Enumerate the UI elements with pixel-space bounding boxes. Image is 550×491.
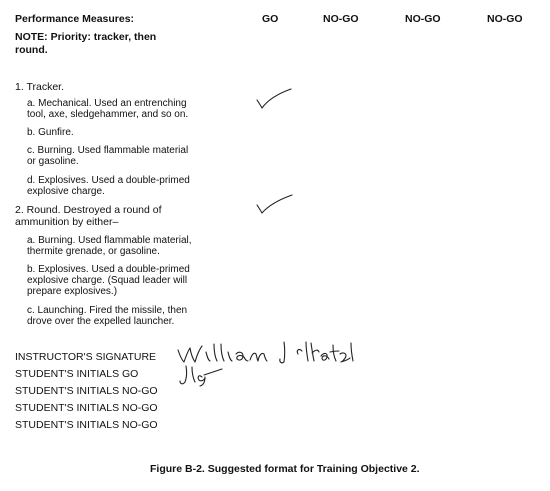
round-go-checkmark-icon (255, 193, 295, 215)
column-nogo-heading-1: NO-GO (323, 13, 359, 25)
tracker-go-checkmark-icon (255, 88, 295, 110)
tracker-d-line-2: explosive charge. (27, 186, 105, 197)
column-go-heading: GO (262, 13, 279, 25)
note-line-1: NOTE: Priority: tracker, then (15, 31, 157, 43)
tracker-c-line-2: or gasoline. (27, 156, 79, 167)
student-handwritten-initials (178, 363, 224, 387)
student-initials-nogo-label-1: STUDENT'S INITIALS NO-GO (15, 385, 158, 397)
note-line-2: round. (15, 44, 48, 56)
round-title-line-1: 2. Round. Destroyed a round of (15, 204, 162, 216)
performance-measures-heading: Performance Measures: (15, 13, 135, 25)
tracker-title: 1. Tracker. (15, 81, 65, 93)
tracker-a-line-1: a. Mechanical. Used an entrenching (27, 98, 187, 109)
round-b-line-2: explosive charge. (Squad leader will (27, 275, 188, 286)
round-b-line-3: prepare explosives.) (27, 286, 118, 297)
round-a-line-1: a. Burning. Used flammable material, (27, 235, 192, 246)
round-a-line-2: thermite grenade, or gasoline. (27, 246, 160, 257)
student-initials-go-label: STUDENT'S INITIALS GO (15, 368, 139, 380)
round-title-line-2: ammunition by either– (15, 216, 119, 228)
round-b-line-1: b. Explosives. Used a double-primed (27, 264, 190, 275)
student-initials-nogo-label-2: STUDENT'S INITIALS NO-GO (15, 402, 158, 414)
tracker-d-line-1: d. Explosives. Used a double-primed (27, 175, 190, 186)
column-nogo-heading-3: NO-GO (487, 13, 523, 25)
figure-caption: Figure B-2. Suggested format for Training Objective 2. (150, 463, 420, 475)
tracker-c-line-1: c. Burning. Used flammable material (27, 145, 189, 156)
instructor-signature-label: INSTRUCTOR'S SIGNATURE (15, 351, 157, 363)
student-initials-nogo-label-3: STUDENT'S INITIALS NO-GO (15, 419, 158, 431)
round-c-line-1: c. Launching. Fired the missile, then (27, 305, 188, 316)
column-nogo-heading-2: NO-GO (405, 13, 441, 25)
tracker-a-line-2: tool, axe, sledgehammer, and so on. (27, 109, 189, 120)
tracker-b: b. Gunfire. (27, 127, 74, 138)
round-c-line-2: drove over the expelled launcher. (27, 316, 175, 327)
